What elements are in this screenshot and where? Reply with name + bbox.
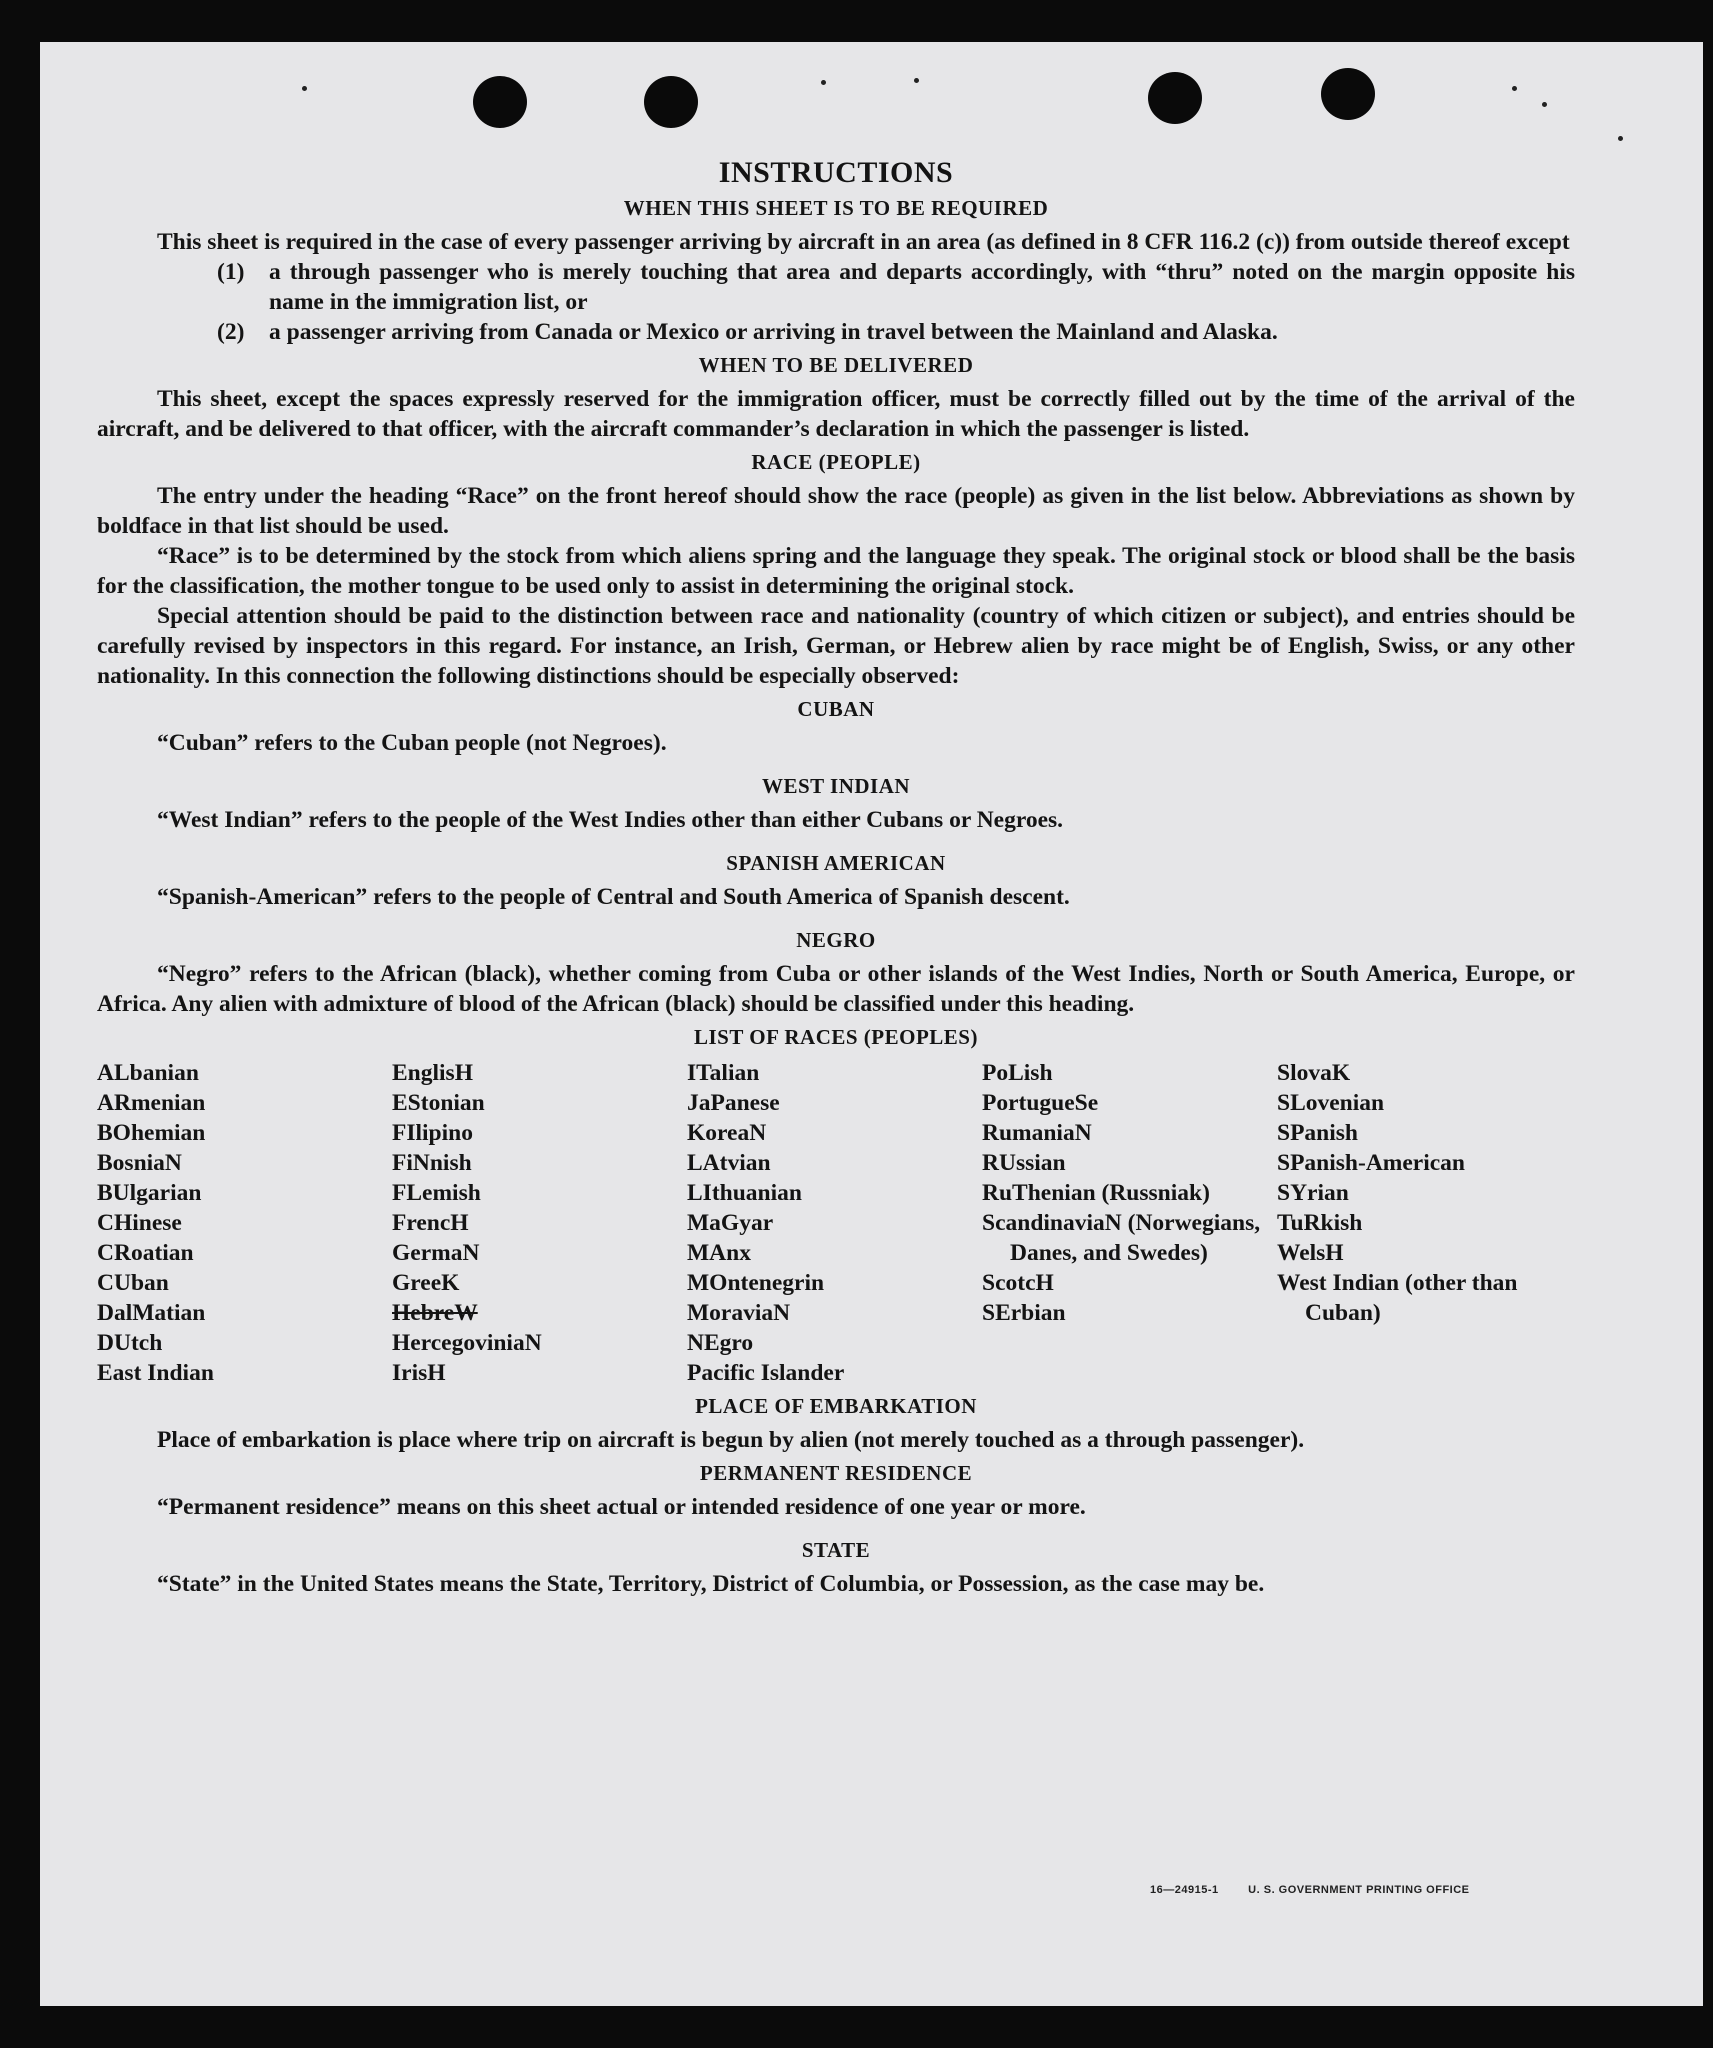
race-item: ARmenian (97, 1090, 206, 1116)
speck (1512, 86, 1517, 91)
race-item: HebreW (392, 1300, 478, 1326)
race-item: BosniaN (97, 1150, 182, 1176)
race-item: GreeK (392, 1270, 460, 1296)
race-item: SErbian (982, 1300, 1066, 1326)
race-item: FiNnish (392, 1150, 472, 1176)
race-item: PoLish (982, 1060, 1053, 1086)
race-item: ScotcH (982, 1270, 1054, 1296)
race-item: FLemish (392, 1180, 481, 1206)
paragraph: This sheet is required in the case of every passenger arriving by aircraft in an area (as defined in 8 CFR 116.2 (c)) from outside thereof except (157, 229, 1570, 255)
race-item: East Indian (97, 1360, 214, 1386)
race-item: DalMatian (97, 1300, 206, 1326)
paragraph: This sheet, except the spaces expressly reserved for the immigration officer, must be correctly filled out by the time of the arrival of the aircraft, and be delivered to that officer, with the aircraft commander’s declaration in which the passenger is listed. (97, 386, 1575, 442)
instructions-body (97, 156, 1575, 1599)
form-code: 16—24915-1 (1150, 1884, 1219, 1896)
race-item: PortugueSe (982, 1090, 1099, 1116)
race-list (97, 1058, 1575, 1388)
section-heading: SPANISH AMERICAN (726, 851, 946, 875)
race-item: ScandinaviaN (Norwegians, Danes, and Swedes) (982, 1210, 1261, 1266)
section-heading: STATE (801, 1538, 871, 1562)
speck (914, 78, 919, 83)
race-item: RUssian (982, 1150, 1066, 1176)
section-heading: WHEN TO BE DELIVERED (698, 353, 974, 377)
race-item: CUban (97, 1270, 169, 1296)
page-title: INSTRUCTIONS (718, 156, 954, 189)
race-item: HercegoviniaN (392, 1330, 542, 1356)
race-item: BUlgarian (97, 1180, 202, 1206)
race-item: FrencH (392, 1210, 469, 1236)
race-item: MOntenegrin (687, 1270, 825, 1296)
race-column (982, 1058, 1277, 1388)
paragraph: “Spanish-American” refers to the people of Central and South America of Spanish descent. (157, 884, 1070, 910)
printer-name: U. S. GOVERNMENT PRINTING OFFICE (1248, 1884, 1470, 1896)
race-item: SLovenian (1277, 1090, 1385, 1116)
race-column (392, 1058, 687, 1388)
section-heading: WEST INDIAN (761, 774, 911, 798)
paragraph: “Permanent residence” means on this sheet actual or intended residence of one year or more. (157, 1494, 1086, 1520)
race-item: MaGyar (687, 1210, 774, 1236)
speck (302, 86, 307, 91)
item-text: a passenger arriving from Canada or Mexico or arriving in travel between the Mainland and Alaska. (269, 319, 1278, 345)
section-heading: RACE (PEOPLE) (751, 450, 921, 474)
item-text: a through passenger who is merely touching that area and departs accordingly, with “thru” noted on the margin opposite his name in the immigration list, or (269, 259, 1575, 315)
item-number: (1) (217, 259, 245, 285)
race-item: GermaN (392, 1240, 480, 1266)
race-item: West Indian (other than Cuban) (1277, 1270, 1518, 1326)
race-item: IrisH (392, 1360, 446, 1386)
race-item: SlovaK (1277, 1060, 1351, 1086)
paragraph: Special attention should be paid to the distinction between race and nationality (country of which citizen or subject), and entries should be carefully revised by inspectors in this regard. For instance, an Irish, German, or Hebrew alien by race might be of English, Swiss, or any other nationality. In this connection the following distinctions should be especially observed: (97, 603, 1575, 689)
race-item: EStonian (392, 1090, 485, 1116)
race-item: NEgro (687, 1330, 754, 1356)
race-item: TuRkish (1277, 1210, 1363, 1236)
race-item: Pacific Islander (687, 1360, 845, 1386)
section-heading: CUBAN (797, 697, 875, 721)
paragraph: “West Indian” refers to the people of the West Indies other than either Cubans or Negroes. (157, 807, 1064, 833)
race-item: ALbanian (97, 1060, 199, 1086)
paragraph: “Negro” refers to the African (black), whether coming from Cuba or other islands of the West Indies, North or South America, Europe, or Africa. Any alien with admixture of blood of the African (black) should be classified under this heading. (97, 961, 1575, 1017)
footer-print-code (1150, 1884, 1496, 1896)
race-item: KoreaN (687, 1120, 767, 1146)
item-number: (2) (217, 319, 245, 345)
section-heading: PLACE OF EMBARKATION (695, 1394, 977, 1418)
race-item: LIthuanian (687, 1180, 802, 1206)
race-item: EnglisH (392, 1060, 473, 1086)
paragraph: Place of embarkation is place where trip on aircraft is begun by alien (not merely touched as a through passenger). (157, 1427, 1305, 1453)
race-item: RuThenian (Russniak) (982, 1180, 1210, 1206)
race-item: MAnx (687, 1240, 751, 1266)
section-heading: LIST OF RACES (PEOPLES) (694, 1025, 978, 1049)
section-heading: WHEN THIS SHEET IS TO BE REQUIRED (623, 196, 1049, 220)
race-item: WelsH (1277, 1240, 1344, 1266)
paragraph: “Race” is to be determined by the stock from which aliens spring and the language they speak. The original stock or blood shall be the basis for the classification, the mother tongue to be used only to assist in determining the original stock. (97, 543, 1575, 599)
list-item (217, 257, 1575, 317)
punch-hole (644, 76, 698, 128)
document-page (40, 42, 1703, 2006)
race-column (1277, 1058, 1572, 1388)
race-item: ITalian (687, 1060, 760, 1086)
race-item: BOhemian (97, 1120, 206, 1146)
section-heading: PERMANENT RESIDENCE (699, 1461, 973, 1485)
race-item: MoraviaN (687, 1300, 791, 1326)
race-item: SPanish (1277, 1120, 1358, 1146)
race-item: SYrian (1277, 1180, 1349, 1206)
race-column (687, 1058, 982, 1388)
speck (1542, 102, 1547, 107)
race-item: DUtch (97, 1330, 163, 1356)
race-column (97, 1058, 392, 1388)
paragraph: “State” in the United States means the State, Territory, District of Columbia, or Possession, as the case may be. (157, 1571, 1265, 1597)
race-item: SPanish-American (1277, 1150, 1465, 1176)
race-item: FIlipino (392, 1120, 473, 1146)
punch-hole (1148, 72, 1202, 124)
punch-hole (473, 76, 527, 128)
race-item: CRoatian (97, 1240, 194, 1266)
race-item: CHinese (97, 1210, 182, 1236)
paragraph: “Cuban” refers to the Cuban people (not Negroes). (157, 730, 667, 756)
speck (821, 80, 826, 85)
punch-hole (1321, 68, 1375, 120)
race-item: JaPanese (687, 1090, 780, 1116)
race-item: LAtvian (687, 1150, 771, 1176)
speck (1618, 136, 1623, 141)
list-item (217, 317, 1575, 347)
race-item: RumaniaN (982, 1120, 1092, 1146)
paragraph: The entry under the heading “Race” on the front hereof should show the race (people) as given in the list below. Abbreviations as shown by boldface in that list should be used. (97, 483, 1575, 539)
section-heading: NEGRO (796, 928, 876, 952)
